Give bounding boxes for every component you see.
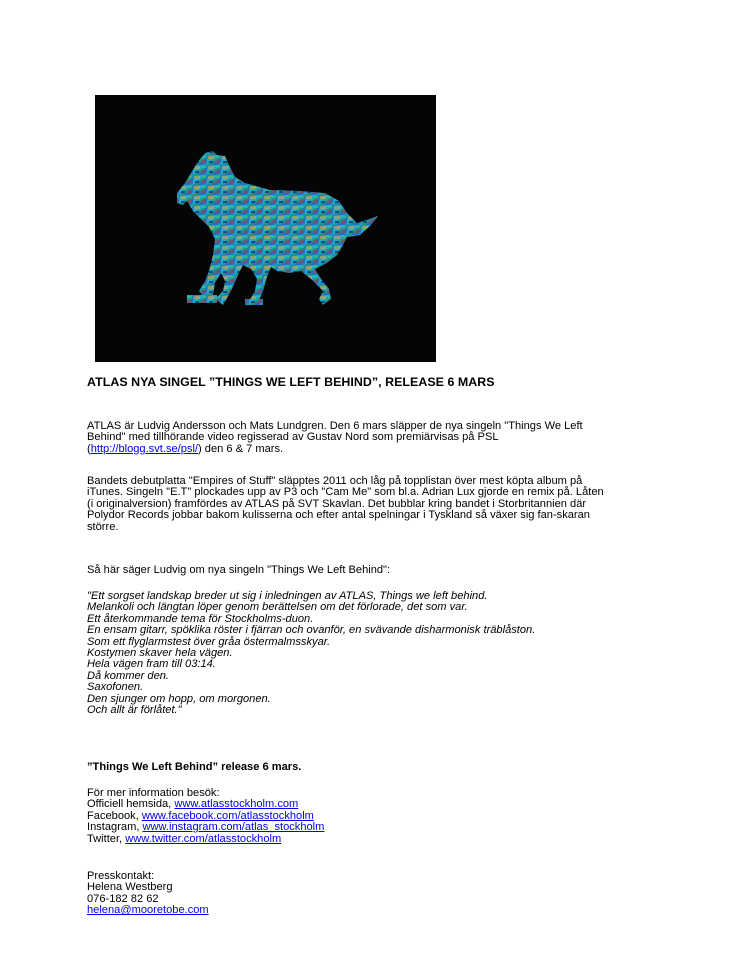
- contact-name: Helena Westberg: [87, 881, 173, 894]
- quote-line: Kostymen skaver hela vägen.: [87, 647, 233, 660]
- contact-email-row: [87, 905, 667, 916]
- page-title: ATLAS NYA SINGEL ”THINGS WE LEFT BEHIND”, RELEASE 6 MARS: [87, 375, 495, 389]
- quote-line: Ett återkommande tema för Stockholms-duon.: [87, 612, 314, 625]
- contact-label: Presskontakt:: [87, 870, 155, 882]
- official-site-label: Officiell hemsida,: [87, 798, 175, 811]
- intro-line-1: ATLAS är Ludvig Andersson och Mats Lundgren. Den 6 mars släpper de nya singeln "Things We Left: [87, 420, 583, 432]
- intro-paren-open: (: [87, 442, 91, 455]
- quote-line: Och allt är förlåtet.": [87, 704, 182, 717]
- release-line: ”Things We Left Behind” release 6 mars.: [87, 761, 302, 773]
- intro-line-3: [87, 444, 667, 455]
- facebook-label: Facebook,: [87, 809, 142, 822]
- intro-line-2: Behind" med tillhörande video regisserad av Gustav Nord som premiärvisas på PSL: [87, 431, 499, 444]
- background-line-3: (i originalversion) framfördes av ATLAS på SVT Skavlan. Det bubblar kring bandet i Storbritannien där: [87, 497, 587, 510]
- quote-block: [87, 591, 667, 716]
- quote-line: Saxofonen.: [87, 681, 144, 694]
- psl-link[interactable]: http://blogg.svt.se/psl/: [90, 442, 199, 455]
- official-site-link[interactable]: www.atlasstockholm.com: [174, 798, 299, 811]
- quote-line: En ensam gitarr, spöklika röster i fjärran och ovanför, en svävande disharmonisk träblåston.: [87, 624, 536, 637]
- quote-line: Som ett flyglarmstest över gråa östermalmsskyar.: [87, 635, 331, 648]
- quote-line: Hela vägen fram till 03:14.: [87, 658, 216, 671]
- background-line-2: iTunes. Singeln "E.T" plockades upp av P3 och "Cam Me" som bl.a. Adrian Lux gjorde en remix på. Låten: [87, 486, 604, 499]
- instagram-link[interactable]: www.instagram.com/atlas_stockholm: [142, 821, 325, 834]
- background-line-4: Polydor Records jobbar bakom kulisserna och efter antal spelningar i Tyskland så växer sig fan-skaran: [87, 509, 590, 522]
- links-intro: För mer information besök:: [87, 787, 220, 799]
- quote-intro: Så här säger Ludvig om nya singeln "Things We Left Behind":: [87, 564, 391, 576]
- quote-line: "Ett sorgset landskap breder ut sig i inledningen av ATLAS, Things we left behind.: [87, 590, 488, 602]
- background-line-5: större.: [87, 520, 119, 533]
- twitter-link[interactable]: www.twitter.com/atlasstockholm: [125, 832, 282, 845]
- horse-artwork-image: [95, 95, 436, 362]
- intro-line-3-tail: ) den 6 & 7 mars.: [198, 442, 284, 455]
- links-block: [87, 788, 667, 845]
- horse-artwork-icon: [95, 95, 436, 362]
- twitter-row: [87, 834, 667, 845]
- contact-email-link[interactable]: helena@mooretobe.com: [87, 904, 209, 917]
- background-paragraph: [87, 476, 667, 533]
- facebook-link[interactable]: www.facebook.com/atlasstockholm: [141, 809, 314, 822]
- quote-line: Melankoli och längtan löper genom berättelsen om det förlorade, det som var.: [87, 601, 468, 614]
- quote-line: Den sjunger om hopp, om morgonen.: [87, 692, 271, 705]
- instagram-label: Instagram,: [87, 821, 143, 834]
- background-line-1: Bandets debutplatta "Empires of Stuff" släpptes 2011 och låg på topplistan över mest köpta album på: [87, 475, 583, 487]
- quote-line: Då kommer den.: [87, 669, 170, 682]
- twitter-label: Twitter,: [87, 832, 126, 845]
- contact-phone: 076-182 82 62: [87, 892, 159, 905]
- intro-paragraph: [87, 421, 667, 455]
- contact-block: [87, 871, 667, 917]
